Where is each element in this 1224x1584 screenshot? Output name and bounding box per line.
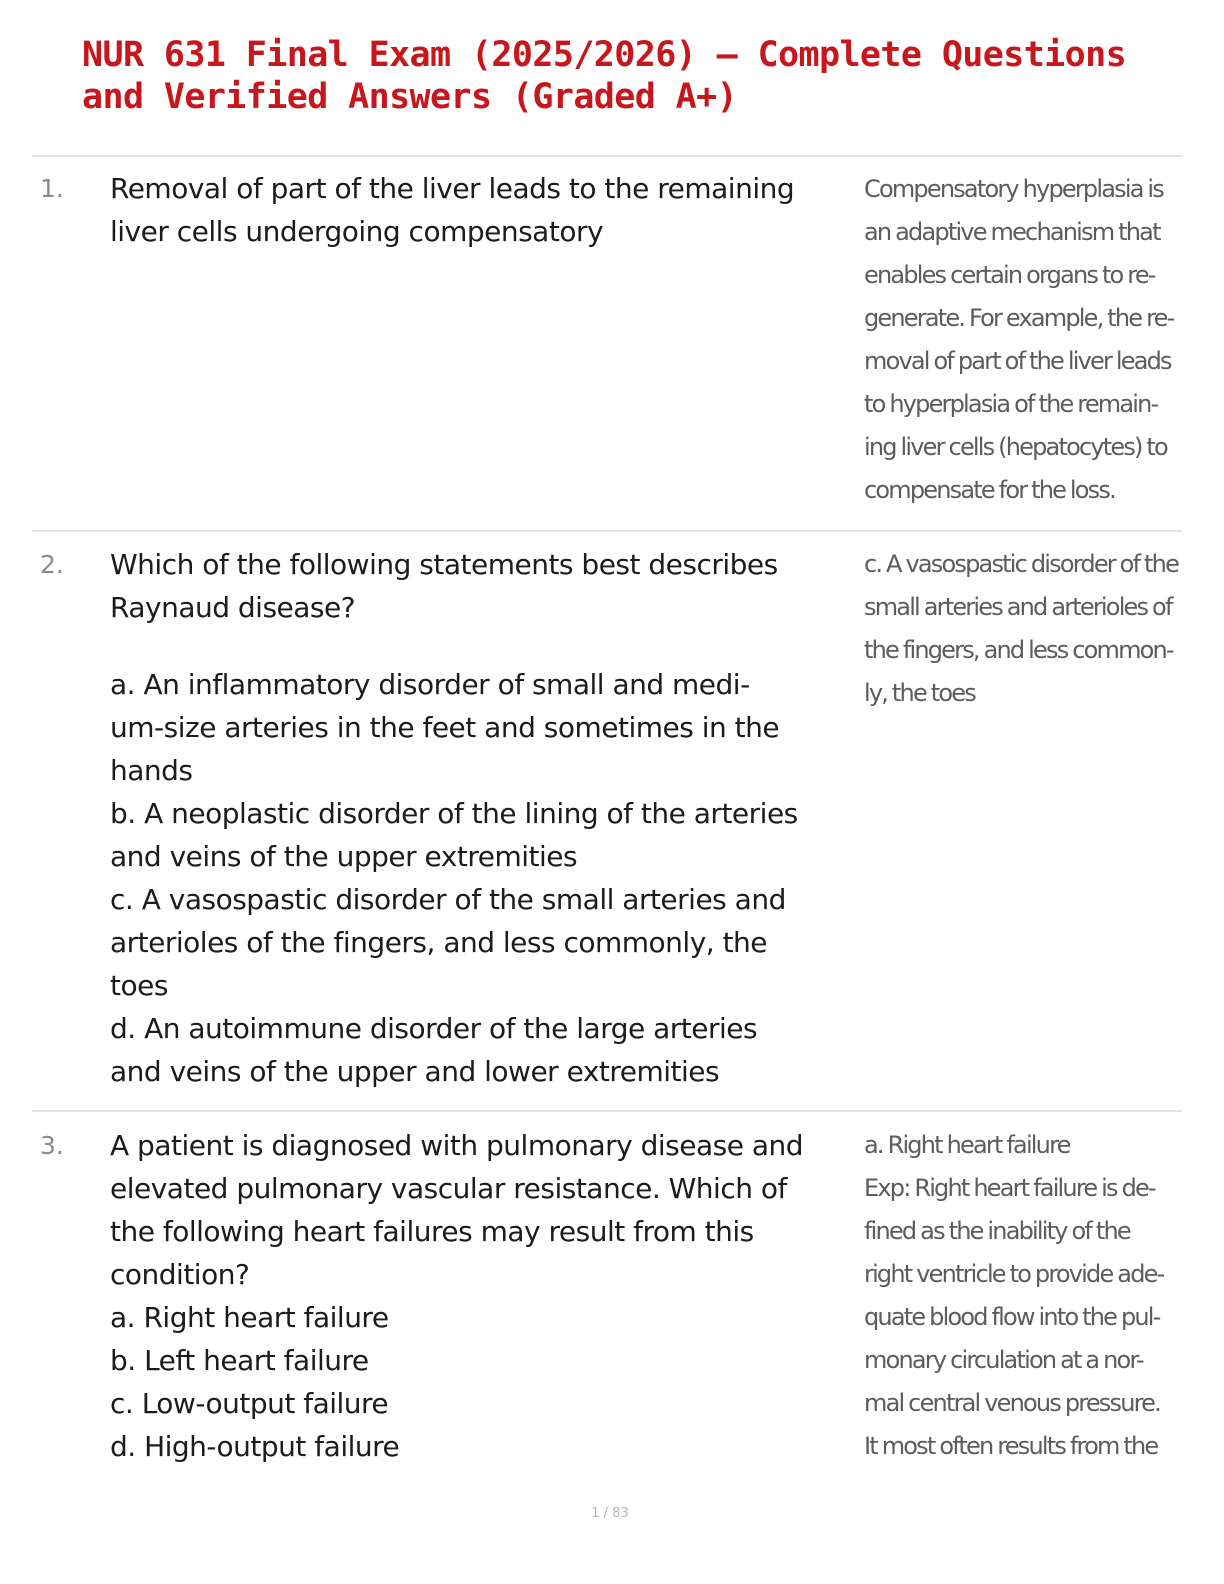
question-line: liver cells undergoing compensatory <box>110 215 604 248</box>
divider <box>32 1110 1182 1112</box>
answer-line: compensate for the loss. <box>864 476 1115 504</box>
option-line: hands <box>110 754 193 787</box>
answer-line: generate. For example, the re- <box>864 304 1174 332</box>
answer-line: right ventricle to provide ade- <box>864 1260 1164 1288</box>
answer-line: monary circulation at a nor- <box>864 1346 1143 1374</box>
answer-line: small arteries and arterioles of <box>864 593 1172 621</box>
option-line: b. Left heart failure <box>110 1344 369 1377</box>
answer-line: ing liver cells (hepatocytes) to <box>864 433 1167 461</box>
answer-line: a. Right heart failure <box>864 1131 1070 1159</box>
answer-line: an adaptive mechanism that <box>864 218 1160 246</box>
option-line: a. Right heart failure <box>110 1301 389 1334</box>
option-line: arterioles of the fingers, and less commonly, the <box>110 926 768 959</box>
option-line: b. A neoplastic disorder of the lining of the arteries <box>110 797 798 830</box>
page-indicator: 1 / 83 <box>591 1506 629 1521</box>
title-line-1: NUR 631 Final Exam (2025/2026) – Complete Questions <box>82 35 1127 75</box>
question-number: 2. <box>40 550 64 579</box>
answer-line: to hyperplasia of the remain- <box>864 390 1158 418</box>
answer-line: moval of part of the liver leads <box>864 347 1171 375</box>
question-line: elevated pulmonary vascular resistance. Which of <box>110 1172 787 1205</box>
question-line: Raynaud disease? <box>110 591 356 624</box>
answer-line: c. A vasospastic disorder of the <box>864 550 1179 578</box>
question-line: A patient is diagnosed with pulmonary disease and <box>110 1129 804 1162</box>
divider <box>32 530 1182 532</box>
answer-line: Exp: Right heart failure is de- <box>864 1174 1155 1202</box>
answer-text <box>864 1124 1184 1468</box>
question-line: Removal of part of the liver leads to the remaining <box>110 172 795 205</box>
answer-text <box>864 543 1184 715</box>
question-text <box>110 543 858 1093</box>
answer-line: Compensatory hyperplasia is <box>864 175 1164 203</box>
answer-line: ly, the toes <box>864 679 975 707</box>
answer-line: the fingers, and less common- <box>864 636 1173 664</box>
question-line: Which of the following statements best describes <box>110 548 778 581</box>
question-number: 1. <box>40 174 64 203</box>
question-number: 3. <box>40 1131 64 1160</box>
option-line: c. A vasospastic disorder of the small arteries and <box>110 883 786 916</box>
option-line: c. Low-output failure <box>110 1387 389 1420</box>
question-text <box>110 167 858 253</box>
answer-line: quate blood flow into the pul- <box>864 1303 1160 1331</box>
option-line: toes <box>110 969 168 1002</box>
option-line: um-size arteries in the feet and sometimes in the <box>110 711 780 744</box>
answer-line: mal central venous pressure. <box>864 1389 1160 1417</box>
question-line: the following heart failures may result from this <box>110 1215 754 1248</box>
title-line-2: and Verified Answers (Graded A+) <box>82 77 738 117</box>
option-line: a. An inflammatory disorder of small and medi- <box>110 668 750 701</box>
answer-line: It most often results from the <box>864 1432 1158 1460</box>
option-line: and veins of the upper and lower extremities <box>110 1055 720 1088</box>
question-line: condition? <box>110 1258 250 1291</box>
answer-text <box>864 168 1184 512</box>
divider <box>32 155 1182 157</box>
document-title <box>82 34 1182 118</box>
answer-line: enables certain organs to re- <box>864 261 1155 289</box>
option-line: d. High-output failure <box>110 1430 400 1463</box>
option-line: d. An autoimmune disorder of the large arteries <box>110 1012 758 1045</box>
question-text <box>110 1124 858 1468</box>
answer-line: fined as the inability of the <box>864 1217 1130 1245</box>
option-line: and veins of the upper extremities <box>110 840 578 873</box>
